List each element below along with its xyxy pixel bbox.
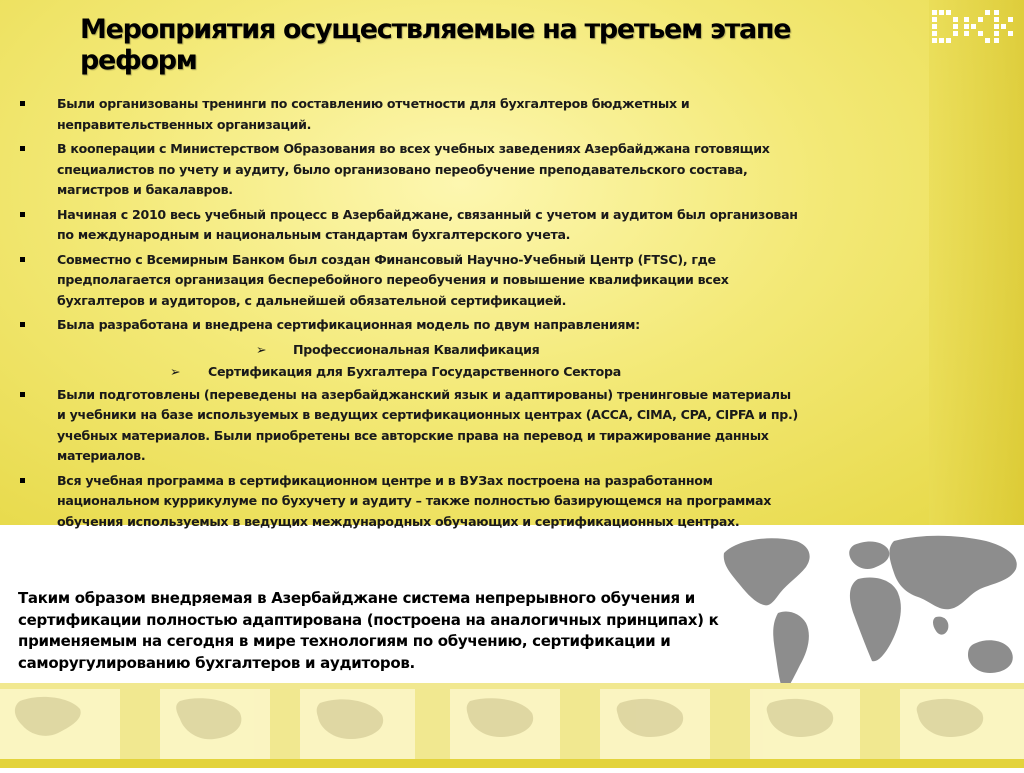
list-item xyxy=(18,139,798,201)
list-item xyxy=(18,94,798,135)
square-bullet-icon xyxy=(20,392,25,397)
sub-list-item xyxy=(18,362,798,383)
square-bullet-icon xyxy=(20,146,25,151)
square-bullet-icon xyxy=(20,212,25,217)
list-item-text: Начиная с 2010 весь учебный процесс в Азербайджане, связанный с учетом и аудитом был организован по международным и национальным стандартам бухгалтерского учета. xyxy=(57,206,798,242)
bullet-list xyxy=(18,94,798,536)
arrow-bullet-icon: ➢ xyxy=(170,364,181,379)
square-bullet-icon xyxy=(20,257,25,262)
list-item xyxy=(18,471,798,533)
conclusion-paragraph: Таким образом внедряемая в Азербайджане система непрерывного обучения и сертификации полностью адаптирована (построена на аналогичных принципах) к применяемым на сегодня в мире технологиям по обучению, сертификации и саморугулированию бухгалтеров и аудиторов. xyxy=(18,589,719,672)
list-item xyxy=(18,385,798,467)
list-item-text: Была разработана и внедрена сертификационная модель по двум направлениям: xyxy=(57,317,640,332)
sub-list-item xyxy=(18,340,798,361)
square-bullet-icon xyxy=(20,322,25,327)
list-item xyxy=(18,250,798,312)
list-item xyxy=(18,205,798,246)
slide-title: Мероприятия осуществляемые на третьем этапе реформ xyxy=(80,14,791,76)
arrow-bullet-icon: ➢ xyxy=(256,341,267,357)
dotted-logo-icon xyxy=(930,6,1014,52)
list-item xyxy=(18,315,798,336)
right-decorative-strip xyxy=(929,0,1024,525)
decorative-map-band xyxy=(0,683,1024,768)
list-item-text: Были подготовлены (переведены на азербайджанский язык и адаптированы) тренинговые материалы и учебники на базе используемых в ведущих сертификационных центрах (ACCA, CIMA, CPA, CIPFA и пр.) учебных материалов. Были приобретены все авторские права на перевод и тиражирование данных материалов. xyxy=(57,386,798,463)
list-item-text: Совместно с Всемирным Банком был создан Финансовый Научно-Учебный Центр (FTSC), где предполагается организация бесперебойного переобучения и повышение квалификации всех бухгалтеров и аудиторов, с дальнейшей обязательной сертификацией. xyxy=(57,251,729,308)
sub-list-item-text: Профессиональная Квалификация xyxy=(293,341,540,357)
sub-list-item-text: Сертификация для Бухгалтера Государственного Сектора xyxy=(208,364,621,379)
list-item-text: Были организованы тренинги по составлению отчетности для бухгалтеров бюджетных и неправительственных организаций. xyxy=(57,96,690,132)
list-item-text: Вся учебная программа в сертификационном центре и в ВУЗах построена на разработанном национальном куррикулуме по бухучету и аудиту – также полностью базирующемся на программах обучения используемых в ведущих международных обучающих и сертификационных центрах. xyxy=(57,472,772,529)
square-bullet-icon xyxy=(20,101,25,106)
list-item-text: В кооперации с Министерством Образования во всех учебных заведениях Азербайджана готовящих специалистов по учету и аудиту, было организовано переобучение преподавательского состава, магистров и бакалавров. xyxy=(57,141,770,197)
square-bullet-icon xyxy=(20,478,25,483)
